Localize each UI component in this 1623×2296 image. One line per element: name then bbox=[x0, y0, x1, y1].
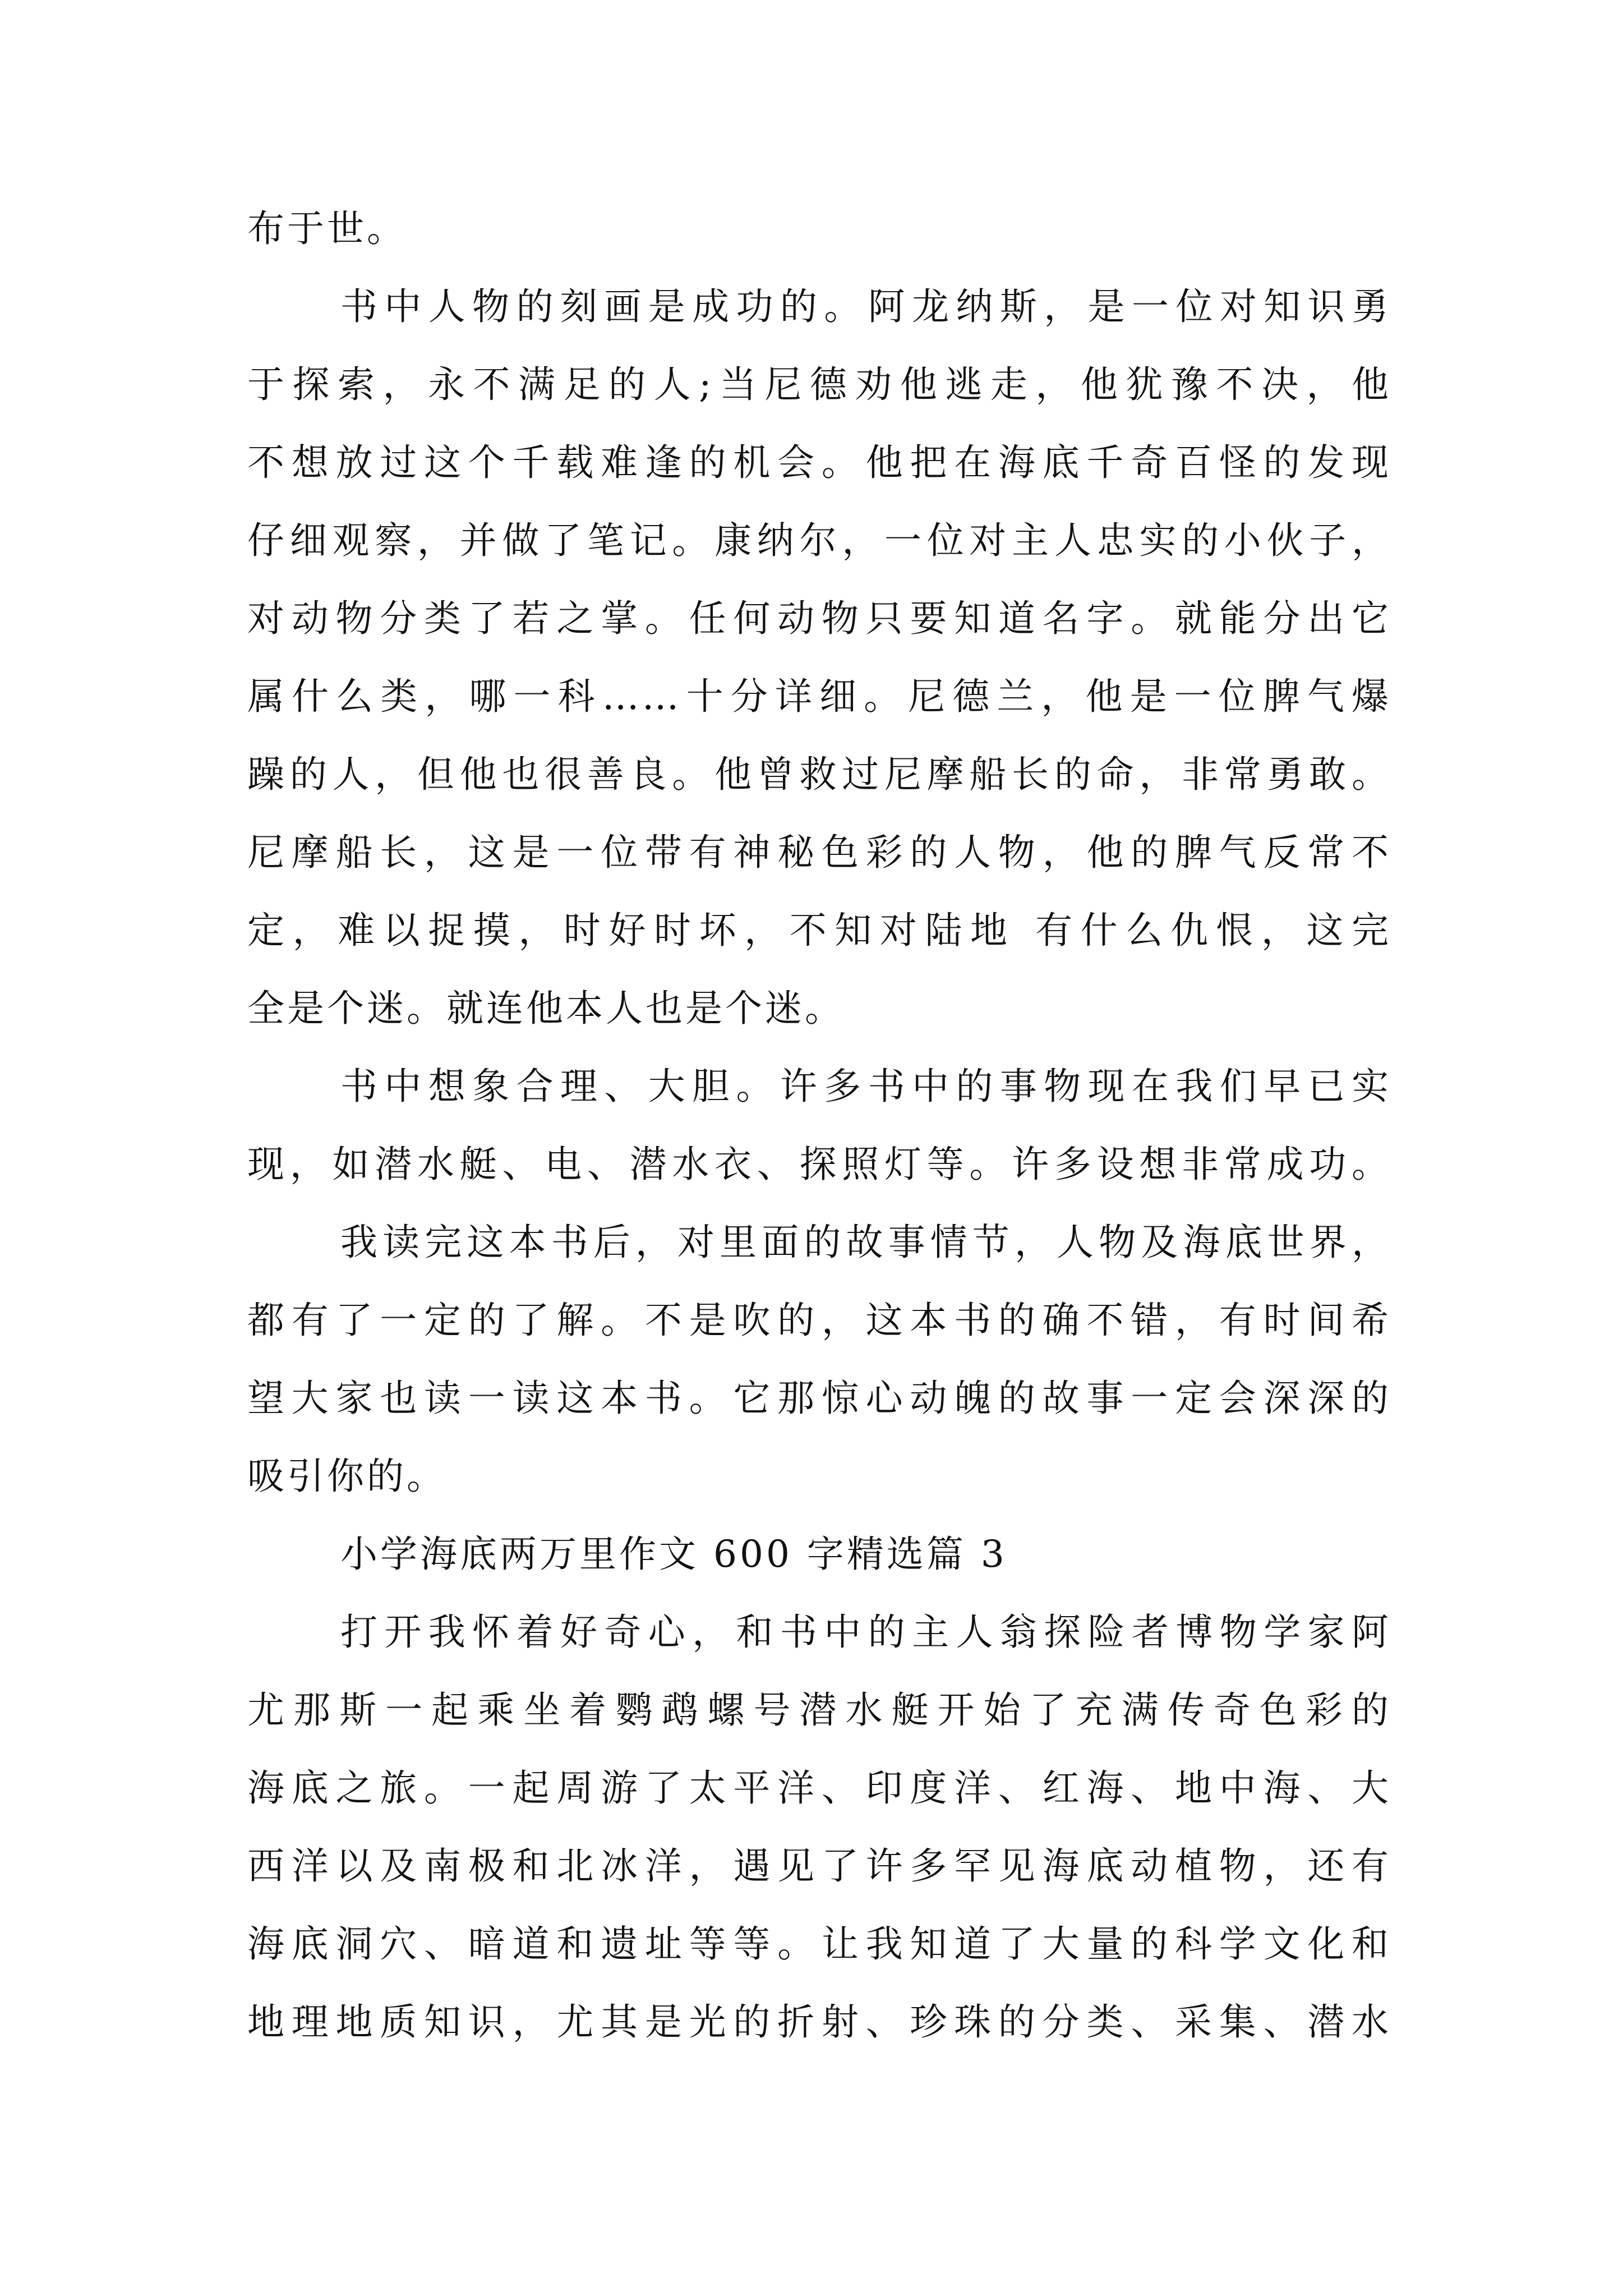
text-line: 望大家也读一读这本书。它那惊心动魄的故事一定会深深的 bbox=[247, 1377, 1391, 1420]
text-line: 现，如潜水艇、电、潜水衣、探照灯等。许多设想非常成功。 bbox=[247, 1143, 1391, 1186]
text-line: 尼摩船长，这是一位带有神秘色彩的人物，他的脾气反常不 bbox=[247, 831, 1391, 874]
text-line: 于探索，永不满足的人;当尼德劝他逃走，他犹豫不决，他 bbox=[247, 363, 1391, 406]
text-line: 属什么类，哪一科……十分详细。尼德兰，他是一位脾气爆 bbox=[247, 675, 1391, 718]
paragraph-first-line: 我读完这本书后，对里面的故事情节，人物及海底世界， bbox=[340, 1221, 1391, 1264]
text-line: 地理地质知识，尤其是光的折射、珍珠的分类、采集、潜水 bbox=[247, 2000, 1391, 2044]
text-line: 海底洞穴、暗道和遗址等等。让我知道了大量的科学文化和 bbox=[247, 1922, 1391, 1966]
text-line: 躁的人，但他也很善良。他曾救过尼摩船长的命，非常勇敢。 bbox=[247, 753, 1391, 796]
text-line: 西洋以及南极和北冰洋，遇见了许多罕见海底动植物，还有 bbox=[247, 1844, 1391, 1888]
text-line: 吸引你的。 bbox=[247, 1455, 446, 1498]
paragraph-first-line: 打开我怀着好奇心，和书中的主人翁探险者博物学家阿 bbox=[340, 1611, 1391, 1654]
paragraph-first-line: 书中人物的刻画是成功的。阿龙纳斯，是一位对知识勇 bbox=[340, 285, 1391, 328]
paragraph-first-line: 书中想象合理、大胆。许多书中的事物现在我们早已实 bbox=[340, 1065, 1391, 1108]
text-line: 都有了一定的了解。不是吹的，这本书的确不错，有时间希 bbox=[247, 1299, 1391, 1342]
text-line: 定，难以捉摸，时好时坏，不知对陆地 有什么仇恨，这完 bbox=[247, 909, 1391, 952]
section-heading: 小学海底两万里作文 600 字精选篇 3 bbox=[340, 1533, 1007, 1576]
text-line: 海底之旅。一起周游了太平洋、印度洋、红海、地中海、大 bbox=[247, 1766, 1391, 1810]
text-line: 布于世。 bbox=[247, 207, 407, 250]
text-line: 不想放过这个千载难逢的机会。他把在海底千奇百怪的发现 bbox=[247, 441, 1391, 484]
text-line: 全是个迷。就连他本人也是个迷。 bbox=[247, 987, 845, 1030]
text-line: 仔细观察，并做了笔记。康纳尔，一位对主人忠实的小伙子， bbox=[247, 519, 1391, 562]
text-line: 对动物分类了若之掌。任何动物只要知道名字。就能分出它 bbox=[247, 597, 1391, 640]
text-line: 尤那斯一起乘坐着鹦鹉螺号潜水艇开始了充满传奇色彩的 bbox=[247, 1688, 1391, 1732]
